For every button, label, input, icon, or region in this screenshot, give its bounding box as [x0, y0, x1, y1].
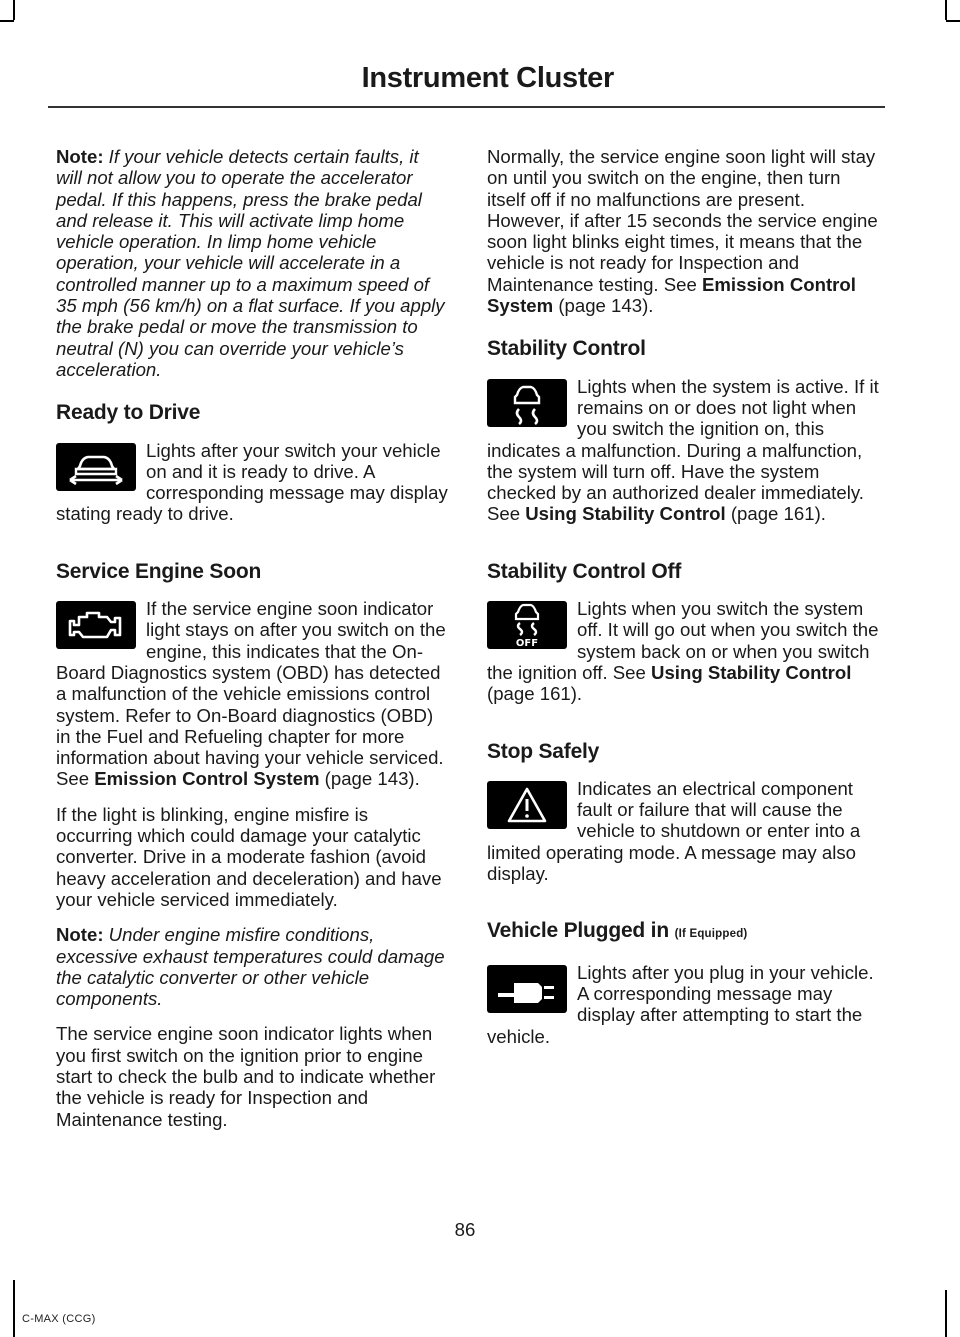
note-text: If your vehicle detects certain faults, it will not allow you to operate the accelerator pedal. If this happens, press the brake pedal and release it. This will activate limp home vehicle operation. In limp home vehicle operation, your vehicle will accelerate in a controlled manner up to a maximum speed of 35 mph (56 km/h) on a flat surface. If you apply the brake pedal or move the transmission to neutral (N) you can override your vehicle’s acceleration. [56, 146, 445, 380]
ses-text-3: The service engine soon indicator lights when you first switch on the ignition prior to engine start to check the bulb and to indicate whether the vehicle is ready for Inspection and Maintenance testing. [56, 1023, 436, 1130]
plugged-in-section [487, 962, 879, 1061]
page-ref: (page 161). [487, 683, 583, 705]
ready-text: Lights after your switch your vehicle on and it is ready to drive. A corresponding message may display stating ready to drive. [56, 439, 448, 525]
ses-text-1-body: If the service engine soon indicator light stays on after you switch on the engine, this indicates that the On-Board Diagnostics system (OBD) has detected a malfunction of the vehicle emissions control system. Refer to On-Board diagnostics (OBD) in the Fuel and Refueling chapter for more information about having your vehicle serviced. See [56, 598, 446, 790]
note-label-2: Note: [56, 924, 104, 946]
engine-icon [56, 601, 136, 649]
stability-off-section [487, 598, 879, 718]
crop-mark [945, 1290, 947, 1337]
stop-safely-section [487, 778, 879, 898]
page-ref: (page 143). [319, 768, 420, 790]
page-ref: (page 161). [725, 503, 826, 525]
plugged-in-text: Lights after you plug in your vehicle. A corresponding message may display after attempting to start the vehicle. [487, 961, 874, 1047]
ready-to-drive-icon [56, 443, 136, 491]
plug-icon [487, 965, 567, 1013]
title-rule [48, 106, 885, 108]
stop-safely-text: Indicates an electrical component fault or failure that will cause the vehicle to shutdown or enter into a limited operating mode. A message may also display. [487, 777, 861, 885]
ses-text-2: If the light is blinking, engine misfire is occurring which could damage your catalytic converter. Drive in a moderate fashion (avoid heavy acceleration and deceleration) and have your vehicle serviced immediately. [56, 803, 442, 910]
stability-off-text-body: Lights when you switch the system off. It will go out when you switch the system back on or when you switch the ignition off. See [487, 598, 879, 683]
ses-section [56, 598, 448, 804]
stability-control-off-icon [487, 601, 567, 649]
emission-control-link-2[interactable]: Emission Control System [487, 273, 856, 317]
crop-mark [0, 20, 14, 22]
crop-mark [945, 0, 947, 20]
ready-heading: Ready to Drive [56, 401, 201, 425]
emission-control-link[interactable]: Emission Control System [94, 768, 320, 790]
page-title: Instrument Cluster [361, 62, 614, 94]
note-text-2: Under engine misfire conditions, excessive exhaust temperatures could damage the catalytic converter or other vehicle components. [56, 924, 445, 1010]
crop-mark [946, 20, 960, 22]
stability-heading: Stability Control [487, 337, 646, 361]
plugged-in-heading [487, 920, 879, 945]
ses-text-4 [487, 146, 879, 316]
note-paragraph-2 [56, 924, 448, 1009]
right-column [487, 146, 879, 1061]
warning-triangle-icon [487, 781, 567, 829]
crop-mark [13, 1280, 15, 1337]
left-column [56, 146, 448, 1144]
stop-safely-heading: Stop Safely [487, 739, 600, 763]
crop-mark [13, 0, 15, 20]
note-label: Note: [56, 146, 104, 167]
stability-section [487, 376, 879, 539]
if-equipped-label: (If Equipped) [674, 928, 748, 941]
footer-model: C-MAX (CCG) [22, 1313, 96, 1325]
page-number: 86 [454, 1219, 476, 1240]
page-ref: (page 143). [553, 295, 654, 317]
using-stability-control-link-2[interactable]: Using Stability Control [651, 661, 852, 683]
ready-section [56, 440, 448, 539]
note-paragraph [56, 146, 448, 380]
plugged-in-heading-text: Vehicle Plugged in [487, 919, 669, 943]
stability-text-body: Lights when the system is active. If it remains on or does not light when you switch the ignition on, this indicates a malfunction. During a malfunction, the system will turn off. Have the system checked by an authorized dealer immediately. See [487, 375, 879, 525]
off-label: OFF [515, 638, 539, 649]
stability-control-icon [487, 379, 567, 427]
using-stability-control-link[interactable]: Using Stability Control [525, 503, 726, 525]
stability-off-heading: Stability Control Off [487, 559, 682, 583]
ses-text-4-body: Normally, the service engine soon light will stay on until you switch on the engine, then turn itself off if no malfunctions are present. However, if after 15 seconds the service engine soon light blinks eight times, it means that the vehicle is not ready for Inspection and Maintenance testing. See [487, 146, 878, 295]
ses-heading: Service Engine Soon [56, 559, 262, 583]
